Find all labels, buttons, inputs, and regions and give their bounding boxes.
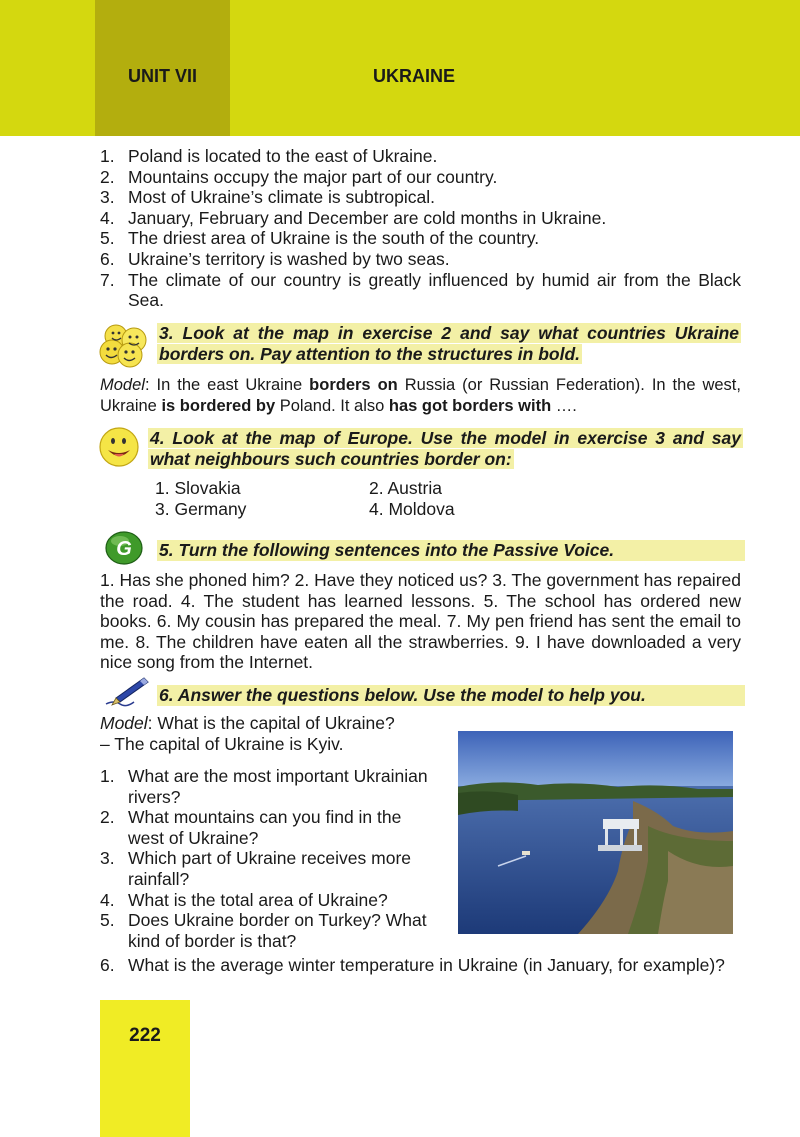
- task-4-heading: 4. Look at the map of Europe. Use the model in exercise 3 and say what neighbours such countries border on:: [150, 428, 741, 469]
- list-item: 3. Germany: [155, 498, 247, 519]
- list-item: 5. The driest area of Ukraine is the south of the country.: [100, 228, 540, 249]
- list-item: 5. Does Ukraine border on Turkey? What kind of border is that?: [100, 910, 427, 951]
- task-5-heading: 5. Turn the following sentences into the Passive Voice.: [157, 540, 745, 561]
- task-3-heading: 3. Look at the map in exercise 2 and say what countries Ukraine borders on. Pay attention to the structures in bold.: [159, 323, 739, 364]
- list-item: 4. January, February and December are cold months in Ukraine.: [100, 207, 607, 228]
- smiley-icon: [98, 426, 140, 468]
- countries-list: [155, 478, 455, 519]
- list-item: 6. Ukraine’s territory is washed by two seas.: [100, 248, 450, 269]
- list-item: 3. Which part of Ukraine receives more rainfall?: [100, 848, 412, 889]
- list-item: 2. Mountains occupy the major part of our country.: [100, 166, 498, 187]
- list-item: 1. Slovakia: [155, 478, 241, 498]
- list-item: 1. Poland is located to the east of Ukraine.: [100, 146, 438, 166]
- svg-text:G: G: [116, 538, 132, 560]
- list-item: 4. What is the total area of Ukraine?: [100, 889, 388, 910]
- questions-list: [100, 766, 430, 951]
- river-photo: [458, 731, 733, 934]
- grammar-g-icon: [104, 530, 144, 566]
- unit-label: UNIT VII: [127, 66, 197, 86]
- task-6-model: Model: What is the capital of Ukraine? – The capital of Ukraine is Kyiv.: [100, 713, 395, 754]
- list-item: 4. Moldova: [369, 498, 455, 519]
- list-item: 7. The climate of our country is greatly influenced by humid air from the Black Sea.: [100, 269, 741, 311]
- page-number: 222: [129, 1025, 161, 1046]
- group-smileys-icon: [96, 322, 154, 368]
- list-item: 2. Austria: [369, 478, 442, 498]
- task-5-sentences: 1. Has she phoned him? 2. Have they noticed us? 3. The government has repaired the road. 4. The student has learned lessons. 5. The school has ordered new books. 6. My cousin has prepared the meal. 7. My pen friend has sent the email to me. 8. The children have eaten all the strawberries. 9. I have downloaded a very nice song from the Internet.: [100, 570, 741, 673]
- task-6-heading: 6. Answer the questions below. Use the model to help you.: [157, 685, 745, 706]
- task-3-model: Model: In the east Ukraine borders on Russia (or Russian Federation). In the west, Ukraine is bordered by Poland. It also has got borders with ….: [100, 376, 741, 415]
- list-item: 3. Most of Ukraine’s climate is subtropical.: [100, 187, 436, 208]
- list-item: 2. What mountains can you find in the west of Ukraine?: [100, 807, 402, 848]
- list-item: 6. What is the average winter temperature in Ukraine (in January, for example)?: [100, 955, 725, 975]
- list-item: 1. What are the most important Ukrainian rivers?: [100, 766, 428, 807]
- unit-title: UKRAINE: [373, 66, 456, 86]
- page-number-tab: [100, 1000, 190, 1137]
- pen-icon: [100, 674, 152, 710]
- statements-list: [100, 146, 741, 311]
